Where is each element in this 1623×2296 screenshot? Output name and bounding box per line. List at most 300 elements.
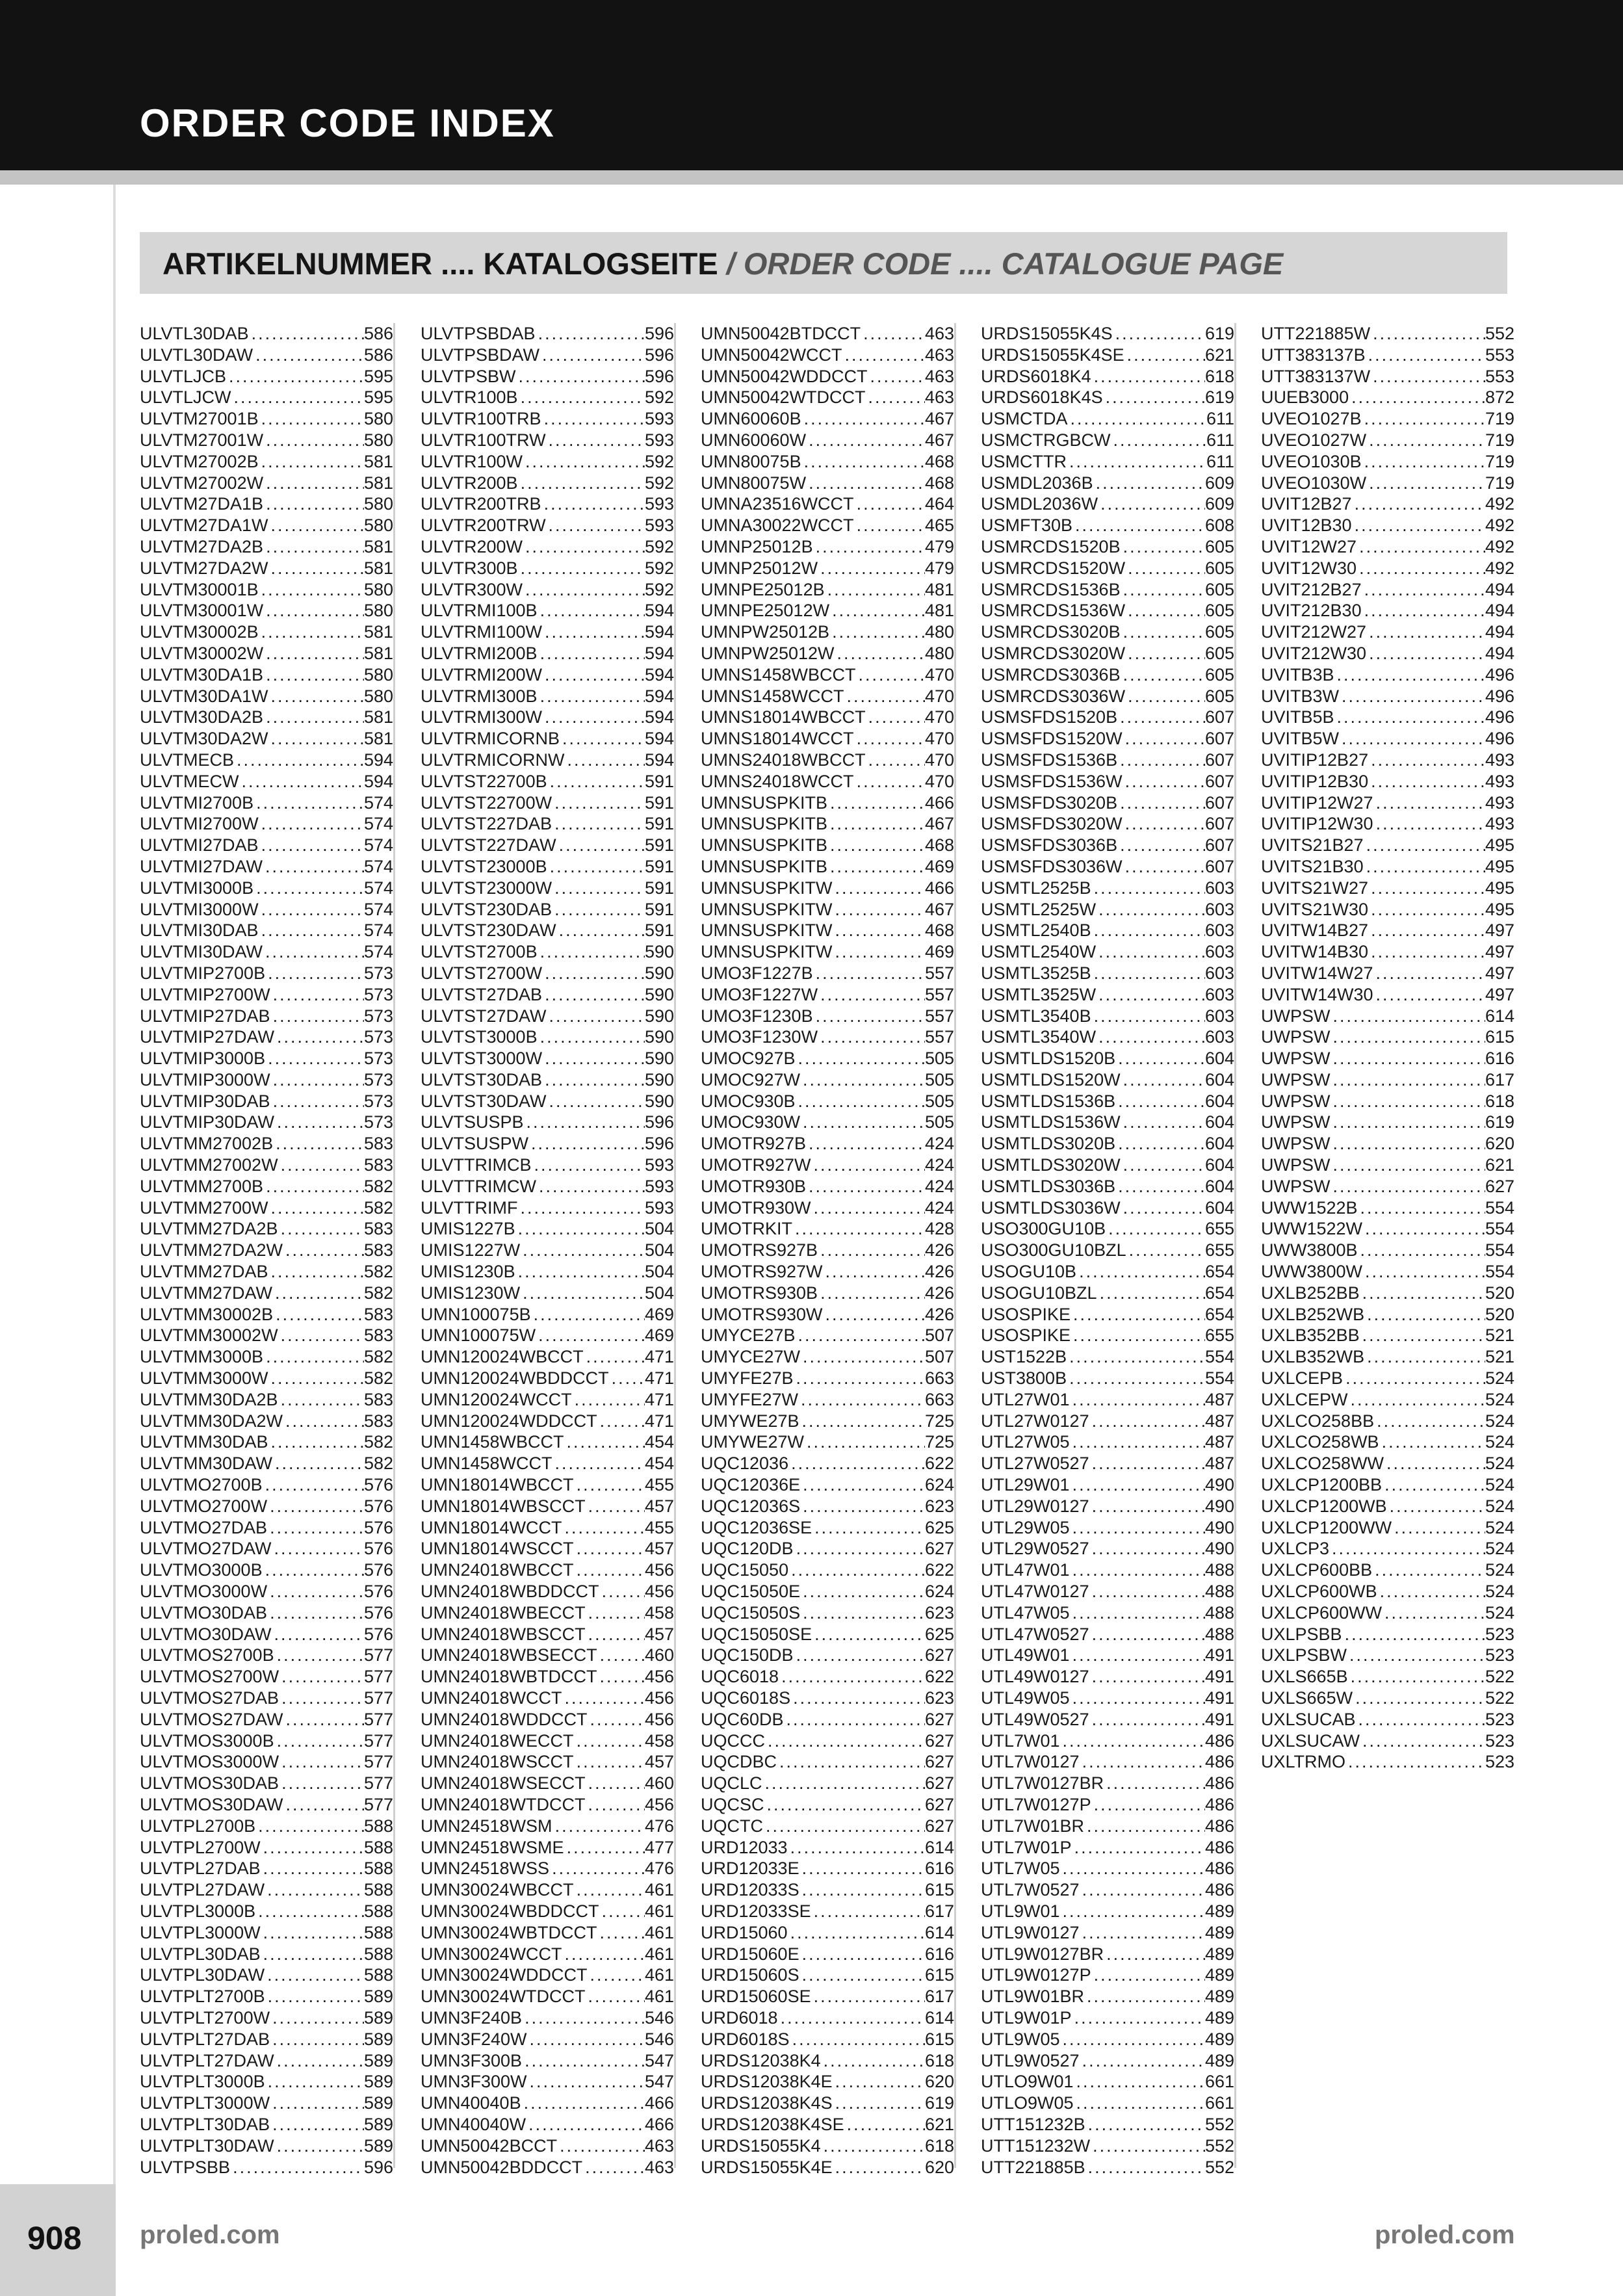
index-entry (981, 536, 1234, 558)
order-code: ULVTPLT2700B (140, 1987, 265, 2007)
dot-leader (1370, 323, 1485, 345)
catalogue-page: 490 (1204, 1517, 1234, 1537)
dot-leader (1373, 792, 1485, 814)
order-code: USMTLDS3036W (981, 1197, 1121, 1218)
index-entry (421, 579, 674, 601)
catalogue-page: 611 (1206, 451, 1234, 471)
index-entry (981, 430, 1234, 451)
index-entry (421, 1858, 674, 1879)
catalogue-page: 424 (924, 1134, 954, 1154)
order-code: UXLCO258WW (1261, 1454, 1384, 1474)
index-entry (421, 1389, 674, 1411)
index-entry (701, 1431, 954, 1453)
catalogue-page: 624 (924, 1582, 954, 1602)
dot-leader (827, 835, 925, 856)
index-entry (1261, 1176, 1514, 1197)
index-entry (421, 1304, 674, 1325)
index-entry (421, 664, 674, 686)
order-code: UMN60060W (701, 430, 807, 450)
index-entry (701, 1559, 954, 1581)
footer-website-right: proled.com (1375, 2221, 1515, 2249)
catalogue-page: 591 (644, 835, 674, 855)
index-entry (701, 2007, 954, 2029)
order-code: ULVTMO27DAW (140, 1539, 272, 1559)
catalogue-page: 477 (644, 1837, 674, 1857)
dot-leader (547, 771, 645, 792)
order-code: UXLSUCAW (1261, 1730, 1360, 1751)
catalogue-page: 623 (924, 1688, 954, 1708)
catalogue-page: 523 (1485, 1645, 1514, 1665)
catalogue-page: 590 (644, 1027, 674, 1047)
order-code: ULVTMM3000B (140, 1347, 264, 1367)
dot-leader (818, 558, 925, 579)
catalogue-page: 627 (1485, 1176, 1514, 1196)
dot-leader (270, 984, 364, 1006)
dot-leader (1089, 1666, 1205, 1688)
index-entry (140, 2135, 393, 2157)
order-code: ULVTMO30DAB (140, 1602, 268, 1623)
order-code: UTL47W0527 (981, 1624, 1089, 1644)
dot-leader (253, 792, 364, 814)
index-entry (421, 1666, 674, 1688)
index-entry (140, 1837, 393, 1859)
dot-leader (806, 1133, 925, 1155)
order-code: UTL27W0527 (981, 1454, 1089, 1474)
catalogue-page: 589 (363, 1987, 393, 2007)
catalogue-page: 577 (363, 1709, 393, 1729)
order-code: ULVTMOS30DAW (140, 1794, 283, 1814)
order-code: UXLS665B (1261, 1667, 1348, 1687)
catalogue-page: 552 (1204, 2157, 1234, 2177)
order-code: UMN24018WTDCCT (421, 1794, 586, 1814)
index-entry (981, 515, 1234, 536)
order-code: UMNSUSPKITB (701, 814, 828, 834)
index-entry (701, 1368, 954, 1389)
order-code: ULVTPSBDAB (421, 324, 536, 343)
index-entry (421, 1453, 674, 1474)
catalogue-page: 458 (644, 1602, 674, 1623)
dot-leader (1115, 1133, 1205, 1155)
catalogue-page: 603 (1204, 1027, 1234, 1047)
index-entry (1261, 1581, 1514, 1602)
index-entry (1261, 1411, 1514, 1432)
catalogue-page: 554 (1485, 1240, 1514, 1260)
order-code: UTL49W0527 (981, 1709, 1089, 1729)
catalogue-page: 466 (644, 2114, 674, 2134)
catalogue-page: 471 (644, 1368, 674, 1389)
index-entry (140, 1091, 393, 1112)
order-code: ULVTPL27DAW (140, 1880, 265, 1900)
dot-leader (268, 558, 364, 579)
order-code: UMOC930B (701, 1091, 796, 1111)
index-entry (421, 984, 674, 1006)
index-entry (701, 1283, 954, 1304)
catalogue-page: 493 (1485, 771, 1514, 791)
catalogue-page: 617 (1485, 1069, 1514, 1089)
catalogue-page: 470 (924, 729, 954, 749)
index-entry (140, 1879, 393, 1901)
catalogue-page: 590 (644, 942, 674, 962)
catalogue-page: 607 (1204, 750, 1234, 770)
catalogue-page: 590 (644, 1006, 674, 1026)
order-code: UTT151232W (981, 2135, 1091, 2156)
index-entry (421, 2029, 674, 2050)
index-entry (421, 558, 674, 579)
index-entry (1261, 1346, 1514, 1368)
catalogue-page: 574 (363, 920, 393, 941)
order-code: ULVTRMI200W (421, 664, 543, 685)
catalogue-page: 476 (644, 1816, 674, 1836)
order-code: ULVTPL27DAB (140, 1859, 261, 1879)
dot-leader (562, 1688, 645, 1709)
dot-leader (265, 963, 364, 984)
index-entry (1261, 1197, 1514, 1219)
dot-leader (265, 1048, 364, 1069)
dot-leader (811, 1986, 925, 2007)
catalogue-page: 604 (1204, 1134, 1234, 1154)
dot-leader (1089, 1624, 1205, 1645)
order-code: UMNSUSPKITW (701, 920, 833, 941)
index-entry (421, 1709, 674, 1730)
dot-leader (829, 600, 925, 621)
index-entry (140, 387, 393, 408)
catalogue-page: 489 (1204, 1922, 1234, 1942)
order-code: UTL9W0127 (981, 1922, 1080, 1942)
order-code: UMIS1230B (421, 1262, 515, 1282)
index-entry (981, 1538, 1234, 1559)
catalogue-page: 719 (1485, 430, 1514, 450)
dot-leader (1330, 1091, 1485, 1112)
order-code: USMTL2540B (981, 920, 1091, 941)
dot-leader (833, 920, 925, 941)
catalogue-page: 490 (1204, 1539, 1234, 1559)
order-code: ULVTMM30DAB (140, 1432, 268, 1452)
catalogue-page: 573 (363, 1069, 393, 1089)
catalogue-page: 461 (644, 1944, 674, 1964)
catalogue-page: 619 (1204, 324, 1234, 343)
dot-leader (1382, 1474, 1485, 1496)
order-code: ULVTMI30DAW (140, 942, 263, 962)
order-code: ULVTR100B (421, 387, 518, 408)
index-entry (1261, 600, 1514, 621)
catalogue-page: 469 (644, 1304, 674, 1324)
dot-leader (267, 1581, 364, 1602)
order-code: URDS15055K4 (701, 2135, 821, 2156)
order-code: UQCDBC (701, 1752, 777, 1772)
order-code: URD12033 (701, 1837, 788, 1857)
order-code: ULVTMM27002B (140, 1134, 274, 1154)
index-entry (1261, 1069, 1514, 1091)
dot-leader (764, 1794, 925, 1816)
index-entry (701, 1197, 954, 1219)
dot-leader (1362, 1261, 1485, 1283)
order-code: ULVTMI27DAW (140, 856, 263, 876)
order-code: UMN24518WSM (421, 1816, 552, 1836)
index-entry (140, 1261, 393, 1283)
order-code: ULVTMI2700W (140, 814, 259, 834)
catalogue-page: 582 (363, 1176, 393, 1196)
dot-leader (582, 2157, 645, 2178)
order-code: UMN50042BCCT (421, 2135, 558, 2156)
left-margin-strip (0, 185, 116, 2187)
order-code: UQC12036S (701, 1496, 801, 1516)
dot-leader (1334, 664, 1485, 686)
order-code: UTT151232B (981, 2114, 1085, 2134)
order-code: UXLCP1200WB (1261, 1496, 1387, 1516)
dot-leader (542, 1048, 645, 1069)
order-code: UVITB3B (1261, 664, 1334, 685)
order-code: UTL9W0527 (981, 2050, 1080, 2070)
order-code: UTL49W05 (981, 1688, 1070, 1708)
dot-leader (532, 1155, 645, 1176)
dot-leader (868, 366, 925, 387)
catalogue-page: 591 (644, 814, 674, 834)
index-entry (1261, 920, 1514, 941)
order-code: ULVTPLT3000W (140, 2093, 270, 2113)
dot-leader (273, 1304, 364, 1325)
index-entry (140, 1048, 393, 1069)
index-entry (421, 1837, 674, 1859)
catalogue-page: 479 (924, 558, 954, 578)
index-entry (140, 366, 393, 387)
catalogue-page: 581 (363, 451, 393, 471)
index-entry (701, 963, 954, 984)
catalogue-page: 615 (924, 1880, 954, 1900)
catalogue-page: 464 (924, 494, 954, 514)
index-entry (140, 750, 393, 771)
dot-leader (267, 1496, 364, 1517)
catalogue-page: 603 (1204, 920, 1234, 941)
index-entry (981, 1773, 1234, 1794)
catalogue-page: 490 (1204, 1496, 1234, 1516)
index-entry (981, 1240, 1234, 1261)
dot-leader (1091, 920, 1205, 941)
index-entry (140, 2050, 393, 2072)
catalogue-page: 524 (1485, 1432, 1514, 1452)
index-entry (701, 920, 954, 941)
catalogue-page: 497 (1485, 920, 1514, 941)
catalogue-page: 576 (363, 1602, 393, 1623)
order-code: URDS15055K4SE (981, 345, 1124, 365)
order-code: UMOTRS930W (701, 1304, 823, 1324)
dot-leader (523, 579, 645, 601)
page-title: ORDER CODE INDEX (140, 101, 555, 145)
dot-leader (562, 1517, 645, 1539)
index-entry (1261, 1133, 1514, 1155)
index-entry (421, 707, 674, 728)
index-entry (421, 1688, 674, 1709)
order-code: UTL47W05 (981, 1602, 1070, 1623)
dot-leader (279, 1773, 364, 1794)
catalogue-page: 424 (924, 1155, 954, 1175)
index-entry (701, 1944, 954, 1965)
catalogue-page: 592 (644, 387, 674, 408)
dot-leader (609, 1368, 645, 1389)
dot-leader (854, 771, 925, 792)
catalogue-page: 488 (1204, 1560, 1234, 1580)
order-code: ULVTMO3000W (140, 1582, 268, 1602)
index-entry (981, 2157, 1234, 2178)
index-entry (701, 1411, 954, 1432)
catalogue-page: 620 (1485, 1134, 1514, 1154)
index-entry (701, 1581, 954, 1602)
catalogue-page: 467 (924, 430, 954, 450)
index-entry (701, 1816, 954, 1837)
order-code: USMSFDS3020W (981, 814, 1123, 834)
order-code: ULVTM27DA2W (140, 558, 268, 578)
catalogue-page: 582 (363, 1368, 393, 1389)
catalogue-page: 594 (644, 750, 674, 770)
order-code: UMN50042BTDCCT (701, 324, 861, 343)
dot-leader (597, 1645, 645, 1666)
index-entry (421, 1794, 674, 1816)
catalogue-page: 609 (1204, 494, 1234, 514)
dot-leader (788, 1837, 925, 1859)
dot-leader (1070, 1517, 1205, 1539)
catalogue-page: 489 (1204, 2050, 1234, 2070)
catalogue-page: 596 (644, 1112, 674, 1132)
catalogue-page: 576 (363, 1539, 393, 1559)
index-entry (421, 366, 674, 387)
dot-leader (1368, 899, 1485, 920)
dot-leader (1334, 707, 1485, 728)
dot-leader (1368, 771, 1485, 792)
order-code: ULVTMO2700B (140, 1475, 263, 1495)
catalogue-page: 457 (644, 1624, 674, 1644)
section-header-german: ARTIKELNUMMER .... KATALOGSEITE (162, 246, 718, 281)
catalogue-page: 486 (1204, 1880, 1234, 1900)
order-code: USMTL3540W (981, 1027, 1097, 1047)
index-entry (140, 1069, 393, 1091)
catalogue-page: 489 (1204, 1987, 1234, 2007)
order-code: ULVTMM27DA2B (140, 1219, 278, 1239)
catalogue-page: 627 (924, 1645, 954, 1665)
index-entry (981, 345, 1234, 366)
index-entry (421, 1112, 674, 1133)
catalogue-page: 605 (1204, 622, 1234, 642)
order-code: UQC15050S (701, 1602, 801, 1623)
dot-leader (1089, 1581, 1205, 1602)
catalogue-page: 469 (924, 856, 954, 876)
order-code: URD15060E (701, 1944, 799, 1964)
index-entry (981, 1858, 1234, 1879)
dot-leader (1347, 1645, 1485, 1666)
index-entry (701, 558, 954, 579)
banner-divider (0, 170, 1623, 185)
dot-leader (270, 2114, 364, 2135)
index-entry (981, 473, 1234, 494)
catalogue-page: 495 (1485, 899, 1514, 919)
dot-leader (268, 515, 364, 536)
dot-leader (788, 1453, 925, 1474)
dot-leader (1121, 1112, 1205, 1133)
index-entry (421, 771, 674, 792)
order-code: USMTLDS1536W (981, 1112, 1121, 1132)
index-entry (701, 1964, 954, 1986)
catalogue-page: 466 (924, 792, 954, 813)
dot-leader (531, 1304, 645, 1325)
dot-leader (804, 1431, 925, 1453)
index-entry (421, 1026, 674, 1048)
catalogue-page: 573 (363, 1006, 393, 1026)
catalogue-page: 457 (644, 1496, 674, 1516)
order-code: UTL7W0127P (981, 1794, 1091, 1814)
order-code: ULVTST27DAB (421, 984, 543, 1004)
index-entry (981, 1645, 1234, 1666)
dot-leader (1366, 643, 1485, 664)
dot-leader (261, 1922, 364, 1944)
index-entry (981, 1964, 1234, 1986)
order-code: ULVTMIP30DAB (140, 1091, 270, 1111)
order-code: UMN18014WBCCT (421, 1475, 574, 1495)
order-code: UTL47W01 (981, 1560, 1070, 1580)
order-code: ULVTPLT27DAW (140, 2050, 274, 2070)
dot-leader (572, 1389, 645, 1411)
index-entry (140, 984, 393, 1006)
catalogue-page: 622 (924, 1667, 954, 1687)
index-entry (981, 1091, 1234, 1112)
dot-leader (1117, 707, 1205, 728)
catalogue-page: 489 (1204, 1901, 1234, 1921)
order-code: UQC150DB (701, 1645, 794, 1665)
catalogue-page: 458 (644, 1730, 674, 1751)
catalogue-page: 619 (924, 2093, 954, 2113)
dot-leader (1070, 1645, 1205, 1666)
catalogue-page: 554 (1204, 1347, 1234, 1367)
dot-leader (1364, 1346, 1485, 1368)
index-entry (421, 899, 674, 920)
catalogue-page: 557 (924, 984, 954, 1004)
catalogue-page: 471 (644, 1347, 674, 1367)
order-code: ULVTST227DAB (421, 814, 552, 834)
order-code: UTL27W01 (981, 1389, 1070, 1409)
order-code: ULVTST227DAW (421, 835, 556, 855)
dot-leader (1097, 1283, 1205, 1304)
order-code: UVITS21W27 (1261, 878, 1369, 898)
index-entry (140, 813, 393, 835)
catalogue-page: 588 (363, 1944, 393, 1964)
index-entry (421, 920, 674, 941)
order-code: ULVTMIP27DAB (140, 1006, 270, 1026)
catalogue-page: 595 (363, 366, 393, 386)
catalogue-page: 663 (924, 1368, 954, 1389)
index-entry (701, 2135, 954, 2157)
dot-leader (790, 1688, 925, 1709)
index-entry (1261, 941, 1514, 963)
order-code: UXLB252WB (1261, 1304, 1365, 1324)
catalogue-page: 663 (924, 1389, 954, 1409)
dot-leader (538, 600, 645, 621)
index-entry (701, 1986, 954, 2007)
dot-leader (794, 1368, 925, 1389)
order-code: USMRCDS3036W (981, 686, 1126, 706)
index-entry (140, 1112, 393, 1133)
index-entry (140, 1858, 393, 1879)
index-entry (981, 771, 1234, 792)
order-code: UQC120DB (701, 1539, 794, 1559)
catalogue-page: 455 (644, 1517, 674, 1537)
dot-leader (522, 2007, 645, 2029)
index-entry (981, 621, 1234, 643)
catalogue-page: 580 (363, 664, 393, 685)
index-entry (981, 1112, 1234, 1133)
catalogue-page: 490 (1204, 1475, 1234, 1495)
index-entry (701, 1751, 954, 1773)
index-entry (701, 515, 954, 536)
index-entry (981, 1944, 1234, 1965)
index-entry (701, 1688, 954, 1709)
catalogue-page: 627 (924, 1539, 954, 1559)
